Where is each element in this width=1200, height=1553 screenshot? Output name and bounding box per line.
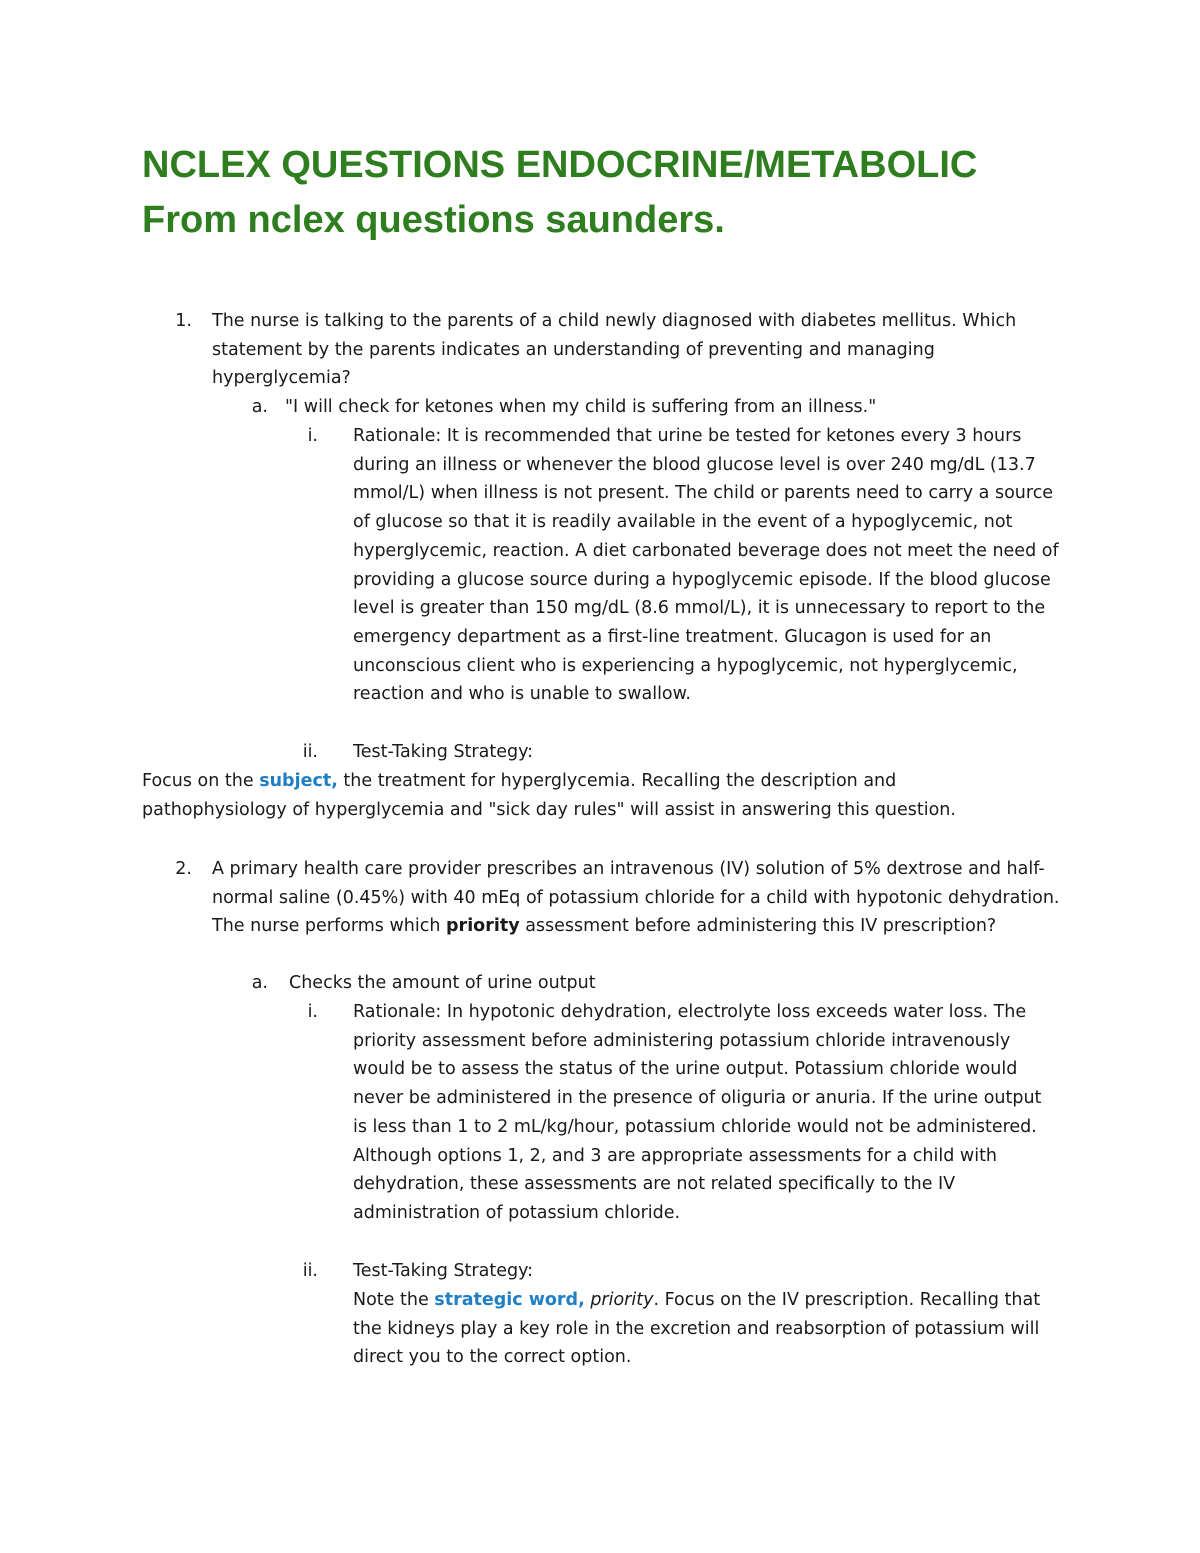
strategy-text-start: Focus on the (142, 771, 260, 791)
question-2-keyword: priority (446, 916, 520, 937)
question-2-strategy-label: Test-Taking Strategy: (353, 1261, 534, 1281)
question-1-rationale: Rationale: It is recommended that urine be tested for ketones every 3 hours during an illness or whenever the blood glucose level is over 240 mg/dL (13.7 mmol/L) when illness is not present. The child or parents need to carry a source of glucose so that it is readily available in the event of a hypoglycemic, not hyperglycemic, reaction. A diet carbonated beverage does not meet the need of providing a glucose source during a hypoglycemic episode. If the blood glucose level is greater than 150 mg/dL (8.6 mmol/L), it is unnecessary to report to the emergency department as a first-line treatment. Glucagon is used for an unconscious client who is experiencing a hypoglycemic, not hyperglycemic, reaction and who is unable to swallow. (353, 426, 1059, 705)
question-2-rationale-marker: i. (307, 1002, 318, 1022)
question-1-number: 1. (175, 311, 192, 331)
question-1-rationale-marker: i. (307, 426, 318, 446)
page-title: NCLEX QUESTIONS ENDOCRINE/METABOLIC (142, 144, 978, 186)
question-1-answer-marker: a. (251, 397, 268, 417)
page-subtitle: From nclex questions saunders. (142, 199, 725, 241)
question-2-text-start: A primary health care provider prescribes an intravenous (IV) solution of 5% dextrose and half-normal saline (0.45%) with 40 mEq of potassium chloride for a child with hypotonic dehydration. The nurse performs which (212, 859, 1060, 937)
question-2-rationale: Rationale: In hypotonic dehydration, electrolyte loss exceeds water loss. The priority assessment before administering potassium chloride intravenously would be to assess the status of the urine output. Potassium chloride would never be administered in the presence of oliguria or anuria. If the urine output is less than 1 to 2 mL/kg/hour, potassium chloride would not be administered. Although options 1, 2, and 3 are appropriate assessments for a child with dehydration, these assessments are not related specifically to the IV administration of potassium chloride. (353, 1002, 1042, 1223)
question-1-strategy-label: Test-Taking Strategy: (353, 742, 534, 762)
strategy-text-end: . Focus on the IV prescription. Recalling that the kidneys play a key role in the excretion and reabsorption of potassium will direct you to the correct option. (353, 1290, 1041, 1368)
strategy-text-start: Note the (353, 1290, 435, 1310)
strategy-keyword-italic: priority (590, 1290, 654, 1310)
question-1-strategy-text (142, 767, 1042, 824)
question-1-answer: "I will check for ketones when my child is suffering from an illness." (285, 397, 877, 417)
question-1-text: The nurse is talking to the parents of a child newly diagnosed with diabetes mellitus. Which statement by the parents indicates an understanding of preventing and managing hyperglycemia? (212, 311, 1017, 389)
question-2-answer: Checks the amount of urine output (289, 973, 596, 993)
question-2-strategy-text (353, 1286, 1043, 1372)
strategy-keyword: strategic word, (434, 1290, 585, 1310)
question-2-text (212, 855, 1062, 941)
question-2-number: 2. (175, 859, 192, 879)
strategy-keyword: subject, (259, 771, 338, 791)
strategy-text-end: the treatment for hyperglycemia. Recalling the description and pathophysiology of hyperglycemia and "sick day rules" will assist in answering this question. (142, 771, 956, 820)
question-2-text-end: assessment before administering this IV prescription? (519, 916, 997, 937)
question-2-strategy-marker: ii. (302, 1261, 318, 1281)
question-1-strategy-marker: ii. (302, 742, 318, 762)
question-2-answer-marker: a. (251, 973, 268, 993)
